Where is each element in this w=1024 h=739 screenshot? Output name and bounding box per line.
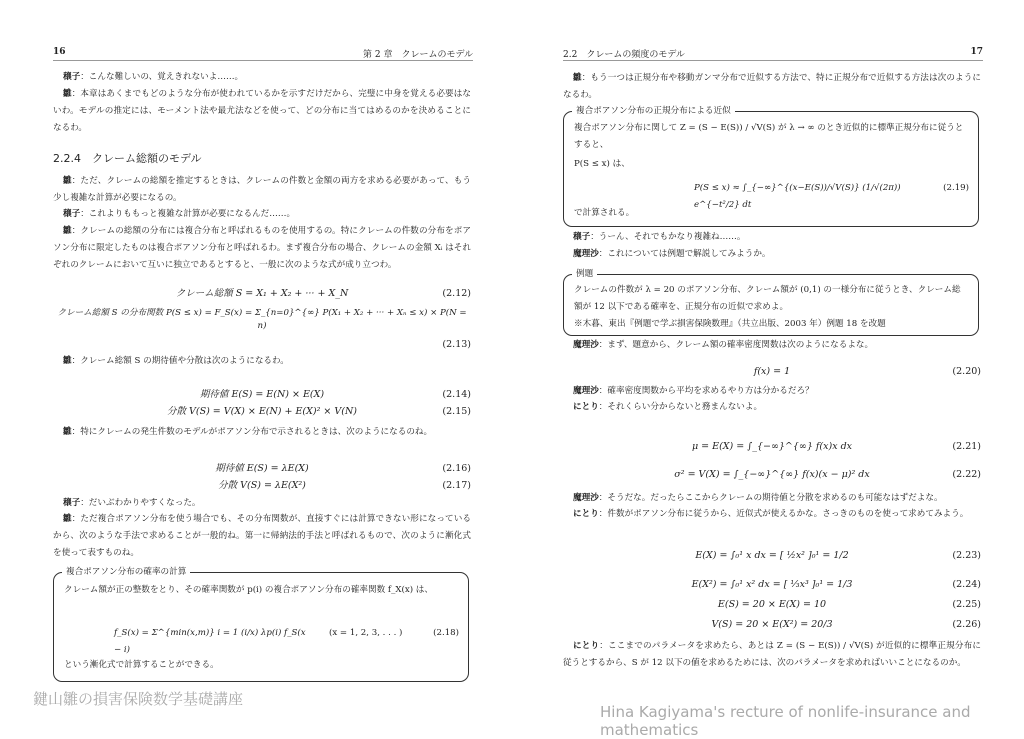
section-heading: 2.2.4 クレーム総額のモデル xyxy=(53,152,202,165)
footer-title: 鍵山雛の損害保険数学基礎講座 xyxy=(33,690,244,708)
dialogue-paragraph: 穣子：うーん、それでもかなり複雑ね……。 xyxy=(573,232,746,242)
left-page xyxy=(33,0,473,727)
equation-number: (2.13) xyxy=(442,339,471,350)
footer-title: Hina Kagiyama's recture of nonlife-insurance and mathematics xyxy=(600,703,971,739)
dialogue-paragraph: 雛：クレーム総額 S の期待値や分散は次のようになるわ。 xyxy=(63,356,289,366)
definition-box xyxy=(563,106,979,227)
equation-number: (2.18) xyxy=(433,628,459,638)
equation: 期待値 E(S) = λE(X) (2.16) xyxy=(215,463,471,474)
box-text: クレーム額が正の整数をとり、その確率関数が p(i) の複合ポアソン分布の確率関数 f_X(x) は、 xyxy=(64,585,434,595)
citation: ※木暮、東出『例題で学ぶ損害保険数理』（共立出版、2003 年）例題 18 を改題 xyxy=(574,319,886,329)
dialogue-paragraph: 魔理沙：確率密度関数から平均を求めるやり方は分かるだろ？ xyxy=(573,386,814,396)
dialogue-paragraph: 魔理沙：まず、題意から、クレーム額の確率密度関数は次のようになるよな。 xyxy=(573,340,874,350)
dialogue-paragraph: 雛：ただ複合ポアソン分布を使う場合でも、その分布関数が、直接すぐには計算できない形になっているから、次のような手法で求めることが一般的ね。第一に帰納法的手法と呼ばれるもので、次のように漸化式を使って表すものね。 xyxy=(53,514,471,558)
equation: f_S(x) = Σ^{min(x,m)} i = 1 (i/x) λp(i) f_S(x − i) xyxy=(114,628,306,655)
page-header xyxy=(563,45,983,61)
running-head: 2.2 クレームの頻度のモデル xyxy=(563,50,685,60)
box-text: P(S ≤ x) は、 xyxy=(574,159,630,169)
dialogue-paragraph: 穣子：これよりももっと複雑な計算が必要になるんだ……。 xyxy=(63,209,296,219)
dialogue-paragraph: 穣子：だいぶわかりやすくなった。 xyxy=(63,498,201,508)
right-page xyxy=(563,0,983,739)
equation: μ = E(X) = ∫_{−∞}^{∞} f(x)x dx (2.21) xyxy=(691,441,981,452)
equation: P(S ≤ x) ≈ ∫_{−∞}^{(x−E(S))/√V(S)} (1/√(2π)) e^{−t²/2} dt xyxy=(694,183,901,210)
dialogue-paragraph: 雛：本章はあくまでもどのような分布が使われているかを示すだけだから、完璧に中身を覚える必要はないわ。モデルの推定には、モーメント法や最尤法などを使って、どの分布に当てはめるのかを決めることになるわ。 xyxy=(53,89,471,133)
box-text: クレームの件数が λ = 20 のポアソン分布、クレーム額が (0,1) の一様分布に従うとき、クレーム総額が 12 以下である確率を、正規分布の近似で求めよ。 xyxy=(574,285,961,312)
dialogue-paragraph: にとり：件数がポアソン分布に従うから、近似式が使えるかな。さっきのものを使って求めてみよう。 xyxy=(573,509,969,519)
equation: f(x) = 1 (2.20) xyxy=(753,366,981,377)
page-header xyxy=(53,45,473,61)
box-text: という漸化式で計算することができる。 xyxy=(64,660,219,670)
dialogue-paragraph: 魔理沙：これについては例題で解説してみようか。 xyxy=(573,249,771,259)
equation: σ² = V(X) = ∫_{−∞}^{∞} f(x)(x − μ)² dx (2.22) xyxy=(674,469,981,480)
box-text: で計算される。 xyxy=(574,208,635,218)
equation: E(X) = ∫₀¹ x dx = [ ½x² ]₀¹ = 1/2 (2.23) xyxy=(695,550,981,561)
dialogue-paragraph: 雛：ただ、クレームの総額を推定するときは、クレームの件数と金額の両方を求める必要があって、もう少し複雑な計算が必要になるの。 xyxy=(53,176,471,203)
dialogue-paragraph: 雛：特にクレームの発生件数のモデルがポアソン分布で示されるときは、次のようになるのね。 xyxy=(63,427,433,437)
equation: 期待値 E(S) = E(N) × E(X) (2.14) xyxy=(199,389,471,400)
dialogue-paragraph: 雛：クレームの総額の分布には複合分布と呼ばれるものを使用するの。特にクレームの件数の分布をポアソン分布に限定したものは複合ポアソン分布と呼ばれるわ。まず複合分布の場合、クレームの金額 Xᵢ はそれぞれのクレームにおいて互いに独立であるとすると、一般に次のような式が成り立つわ。 xyxy=(53,226,471,270)
equation: クレーム総額 S = X₁ + X₂ + ··· + X_N (2.12) xyxy=(175,288,471,299)
equation: E(X²) = ∫₀¹ x² dx = [ ⅓x³ ]₀¹ = 1/3 (2.24) xyxy=(691,579,981,590)
dialogue-paragraph: 雛：もう一つは正規分布や移動ガンマ分布で近似する方法で、特に正規分布で近似する方法は次のようになるわ。 xyxy=(563,73,981,100)
dialogue-paragraph: にとり：ここまでのパラメータを求めたら、あとは Z = (S − E(S)) / √V(S) が近似的に標準正規分布に従うとするから、S が 12 以下の値を求めるためには、次のパラメータを求めればいいことになるのか。 xyxy=(563,641,981,668)
page-number: 16 xyxy=(53,47,66,57)
box-title: 例題 xyxy=(572,268,597,280)
equation-condition: (x = 1, 2, 3, . . . ) xyxy=(329,628,403,638)
box-text: 複合ポアソン分布に関して Z = (S − E(S)) / √V(S) が λ → ∞ のとき近似的に標準正規分布に従うとすると、 xyxy=(574,123,964,150)
dialogue-paragraph: 魔理沙：そうだな。だったらここからクレームの期待値と分散を求めるのも可能なはずだよな。 xyxy=(573,493,943,503)
box-title: 複合ポアソン分布の確率の計算 xyxy=(62,566,190,578)
equation: E(S) = 20 × E(X) = 10 (2.25) xyxy=(717,599,981,610)
example-box xyxy=(563,269,979,336)
dialogue-paragraph: にとり：それくらい分からないと務まんないよ。 xyxy=(573,402,763,412)
page-number: 17 xyxy=(970,47,983,57)
equation: クレーム総額 S の分布関数 P(S ≤ x) = F_S(x) = Σ_{n=0}^{∞} P(X₁ + X₂ + ··· + Xₙ ≤ x) × P(N = n) xyxy=(57,308,467,331)
equation: V(S) = 20 × E(X²) = 20/3 (2.26) xyxy=(711,619,981,630)
box-title: 複合ポアソン分布の正規分布による近似 xyxy=(572,105,735,117)
dialogue-paragraph: 穣子：こんな難しいの、覚えきれないよ……。 xyxy=(63,72,244,82)
equation: 分散 V(S) = λE(X²) (2.17) xyxy=(218,480,471,491)
definition-box xyxy=(53,567,469,682)
running-head: 第 2 章 クレームのモデル xyxy=(363,50,473,60)
equation-number: (2.19) xyxy=(943,183,969,193)
equation: 分散 V(S) = V(X) × E(N) + E(X)² × V(N) (2.15) xyxy=(166,406,471,417)
